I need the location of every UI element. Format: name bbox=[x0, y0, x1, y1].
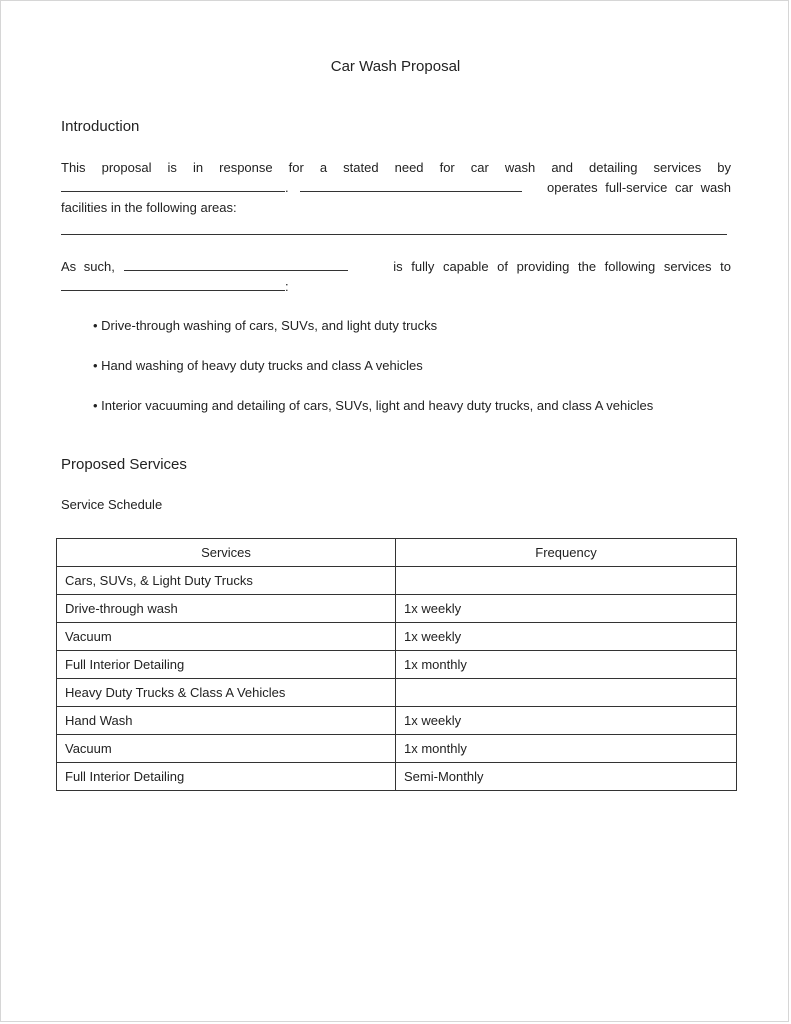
intro-line-3: facilities in the following areas: bbox=[61, 200, 237, 215]
service-group-cell: Cars, SUVs, & Light Duty Trucks bbox=[57, 567, 396, 595]
intro-line-2-right: operates full-service car wash bbox=[547, 180, 731, 195]
service-cell: Hand Wash bbox=[57, 707, 396, 735]
bullet-item: • Drive-through washing of cars, SUVs, and light duty trucks bbox=[93, 318, 438, 333]
capable-text: is fully capable of providing the following services to bbox=[393, 259, 731, 274]
colon: : bbox=[285, 279, 289, 294]
intro-p2-line-1 bbox=[61, 257, 731, 277]
frequency-cell: Semi-Monthly bbox=[396, 763, 737, 791]
introduction-heading: Introduction bbox=[61, 118, 140, 135]
service-cell: Vacuum bbox=[57, 623, 396, 651]
intro-p2-line-2 bbox=[61, 277, 731, 297]
intro-line-2 bbox=[61, 178, 731, 198]
table-row bbox=[57, 763, 737, 791]
bullet-item: • Interior vacuuming and detailing of cars, SUVs, light and heavy duty trucks, and class A vehicles bbox=[93, 398, 654, 413]
intro-line-2-left bbox=[61, 178, 522, 198]
bullet-item: • Hand washing of heavy duty trucks and class A vehicles bbox=[93, 358, 423, 373]
blank-company-name bbox=[300, 179, 522, 192]
frequency-cell bbox=[396, 679, 737, 707]
frequency-cell: 1x monthly bbox=[396, 735, 737, 763]
table-row bbox=[57, 623, 737, 651]
as-such-text bbox=[61, 257, 348, 277]
header-services: Services bbox=[57, 539, 396, 567]
service-schedule-table bbox=[56, 538, 737, 791]
frequency-cell: 1x weekly bbox=[396, 623, 737, 651]
frequency-cell: 1x weekly bbox=[396, 707, 737, 735]
table-header-row bbox=[57, 539, 737, 567]
table-row bbox=[57, 735, 737, 763]
service-cell: Drive-through wash bbox=[57, 595, 396, 623]
document-title: Car Wash Proposal bbox=[330, 58, 461, 75]
service-cell: Vacuum bbox=[57, 735, 396, 763]
service-group-cell: Heavy Duty Trucks & Class A Vehicles bbox=[57, 679, 396, 707]
period: . bbox=[285, 180, 289, 195]
intro-paragraph-1 bbox=[61, 158, 731, 218]
service-cell: Full Interior Detailing bbox=[57, 763, 396, 791]
intro-paragraph-2 bbox=[61, 257, 731, 297]
service-schedule-subheading: Service Schedule bbox=[61, 497, 163, 512]
service-cell: Full Interior Detailing bbox=[57, 651, 396, 679]
intro-line-1: This proposal is in response for a stated need for car wash and detailing services by bbox=[61, 160, 731, 175]
table-row bbox=[57, 707, 737, 735]
proposed-services-heading: Proposed Services bbox=[61, 456, 187, 473]
blank-recipient-name bbox=[61, 278, 285, 291]
frequency-cell: 1x monthly bbox=[396, 651, 737, 679]
table-row bbox=[57, 595, 737, 623]
as-such-label: As such, bbox=[61, 259, 115, 274]
frequency-cell: 1x weekly bbox=[396, 595, 737, 623]
frequency-cell bbox=[396, 567, 737, 595]
table-row bbox=[57, 567, 737, 595]
blank-provider-name bbox=[124, 258, 348, 271]
table-row bbox=[57, 651, 737, 679]
blank-client-name bbox=[61, 179, 285, 192]
blank-areas-line bbox=[61, 234, 727, 235]
table-row bbox=[57, 679, 737, 707]
header-frequency: Frequency bbox=[396, 539, 737, 567]
